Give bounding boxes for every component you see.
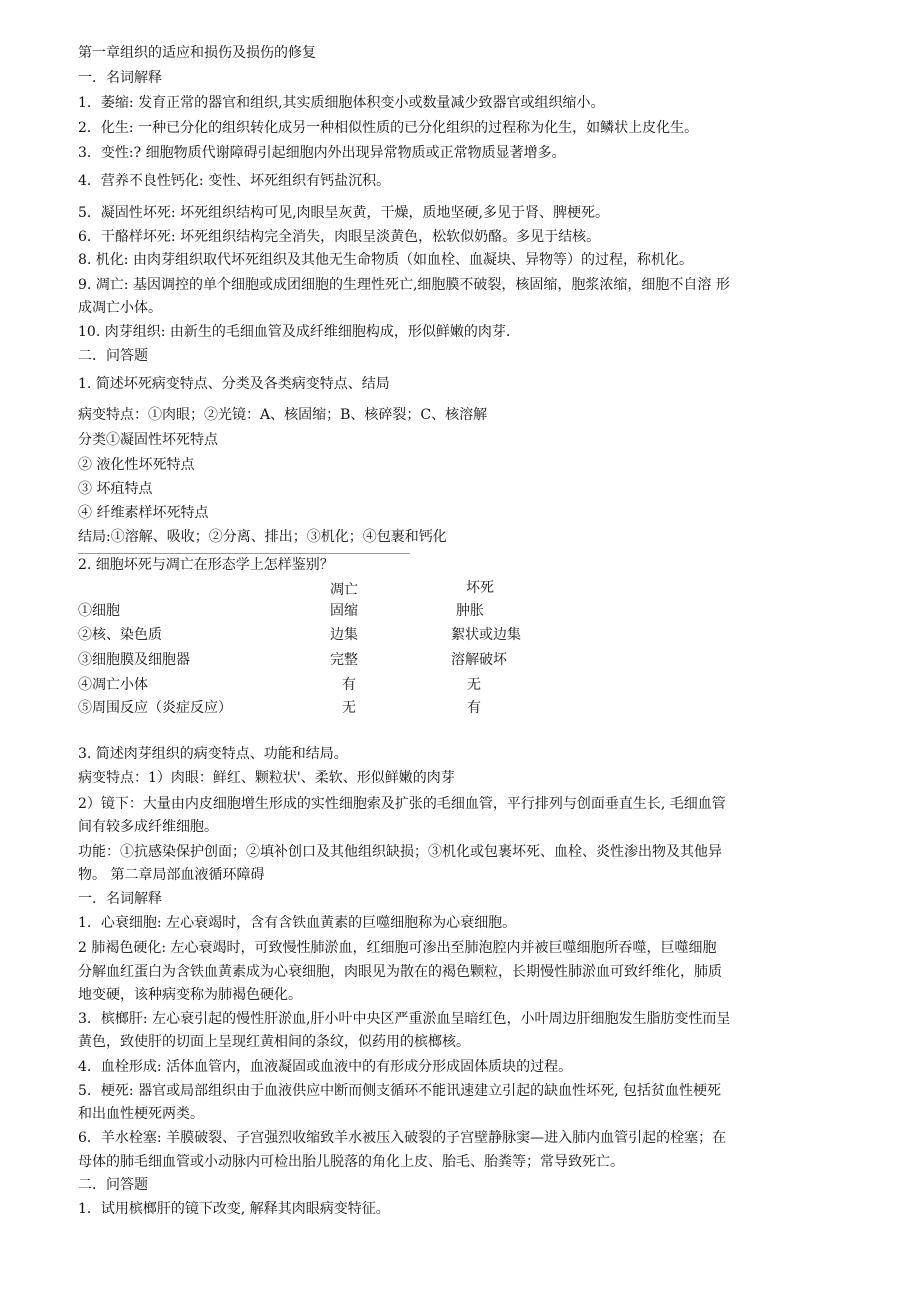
term-definition: 1．萎缩: 发育正常的器官和组织,其实质细胞体积变小或数量减少致器官或组织缩小。 [78, 95, 605, 111]
answer-line: 功能：①抗感染保护创面；②填补创口及其他组织缺损；③机化或包裹坏死、血栓、炎性渗出物及其他异 [78, 844, 722, 860]
table-row-label: ③细胞膜及细胞器 [78, 652, 190, 668]
horizontal-rule [78, 553, 410, 554]
chapter-title: 物。 第二章局部血液循环障碍 [78, 867, 265, 883]
section-heading: 二．问答题 [78, 348, 148, 364]
answer-line: ④ 纤维素样坏死特点 [78, 505, 209, 521]
term-definition: 3．槟榔肝: 左心衰引起的慢性肝淤血,肝小叶中央区严重淤血呈暗红色，小叶周边肝细胞发生脂肪变性而呈 [78, 1011, 731, 1027]
answer-line: ③ 坏疽特点 [78, 481, 153, 497]
column-header-necrosis: 坏死 [466, 580, 494, 596]
answer-line: 结局:①溶解、吸收；②分离、排出；③机化；④包裹和钙化 [78, 529, 447, 545]
term-definition-continued: 黄色，致使肝的切面上呈现红黄相间的条纹，似药用的槟榔核。 [78, 1034, 470, 1050]
term-definition: 1．心衰细胞: 左心衰竭时，含有含铁血黄素的巨噬细胞称为心衰细胞。 [78, 915, 517, 931]
answer-line: ② 液化性坏死特点 [78, 457, 195, 473]
question-text: 1. 简述坏死病变特点、分类及各类病变特点、结局 [78, 376, 390, 392]
term-definition: 6．羊水栓塞: 羊膜破裂、子宫强烈收缩致羊水被压入破裂的子宫壁静脉窦—进入肺内血管引起的栓塞；在 [78, 1130, 727, 1146]
answer-line: 分类①凝固性坏死特点 [78, 432, 218, 448]
term-definition-continued: 分解血红蛋白为含铁血黄素成为心衰细胞，肉眼见为散在的褐色颗粒，长期慢性肺淤血可致纤维化，肺质 [78, 964, 722, 980]
table-cell: 无 [467, 677, 481, 693]
term-definition: 4．血栓形成: 活体血管内，血液凝固或血液中的有形成分形成固体质块的过程。 [78, 1059, 573, 1075]
chapter-title: 第一章组织的适应和损伤及损伤的修复 [78, 45, 316, 61]
answer-line: 间有较多成纤维细胞。 [78, 819, 218, 835]
answer-line: 2）镜下：大量由内皮细胞增生形成的实性细胞索及扩张的毛细血管，平行排列与创面垂直生长, 毛细血管 [78, 796, 726, 812]
term-definition: 6．干酪样坏死: 坏死组织结构完全消失，肉眼呈淡黄色，松软似奶酪。多见于结核。 [78, 229, 601, 245]
term-definition-continued: 和出血性梗死两类。 [78, 1106, 204, 1122]
section-heading: 一．名词解释 [78, 891, 162, 907]
term-definition: 3．变性:? 细胞物质代谢障碍引起细胞内外出现异常物质或正常物质显著增多。 [78, 145, 566, 161]
table-cell: 絮状或边集 [451, 627, 521, 643]
column-header-apoptosis: 凋亡 [330, 582, 358, 598]
term-definition: 2．化生: 一种已分化的组织转化成另一种相似性质的已分化组织的过程称为化生，如鳞状上皮化生。 [78, 120, 699, 136]
section-heading: 一．名词解释 [78, 70, 162, 86]
answer-line: 病变特点：1）肉眼：鲜红、颗粒状'、柔软、形似鲜嫩的肉芽 [78, 770, 455, 786]
term-definition: 4．营养不良性钙化: 变性、坏死组织有钙盐沉积。 [78, 173, 391, 189]
table-cell: 无 [342, 700, 356, 716]
term-definition: 5．凝固性坏死: 坏死组织结构可见,肉眼呈灰黄，干燥，质地坚硬,多见于肾、脾梗死。 [78, 205, 609, 221]
table-cell: 固缩 [330, 603, 358, 619]
table-row-label: ②核、染色质 [78, 627, 162, 643]
table-cell: 边集 [330, 627, 358, 643]
term-definition: 2 肺褐色硬化: 左心衰竭时，可致慢性肺淤血，红细胞可渗出至肺泡腔内并被巨噬细胞所吞噬，巨噬细胞 [78, 940, 717, 956]
table-cell: 有 [467, 700, 481, 716]
question-text: 2. 细胞坏死与凋亡在形态学上怎样鉴别？ [78, 557, 334, 573]
table-cell: 完整 [330, 652, 358, 668]
question-text: 1．试用槟榔肝的镜下改变, 解释其肉眼病变特征。 [78, 1201, 390, 1217]
table-row-label: ⑤周围反应（炎症反应） [78, 700, 232, 716]
term-definition-continued: 母体的肺毛细血管或小动脉内可检出胎儿脱落的角化上皮、胎毛、胎粪等；常导致死亡。 [78, 1154, 624, 1170]
table-cell: 肿胀 [456, 603, 484, 619]
term-definition-continued: 成凋亡小体。 [78, 300, 162, 316]
section-heading: 二．问答题 [78, 1177, 148, 1193]
answer-line: 病变特点：①肉眼；②光镜：A、核固缩；B、核碎裂；C、核溶解 [78, 407, 488, 423]
term-definition: 5．梗死: 器官或局部组织由于血液供应中断而侧支循环不能讯速建立引起的缺血性坏死, 包括贫血性梗死 [78, 1083, 721, 1099]
table-row-label: ④凋亡小体 [78, 677, 148, 693]
term-definition: 8. 机化: 由肉芽组织取代坏死组织及其他无生命物质（如血栓、血凝块、异物等）的过程，称机化。 [78, 252, 693, 268]
table-cell: 溶解破坏 [451, 652, 507, 668]
term-definition: 10. 肉芽组织: 由新生的毛细血管及成纤维细胞构成，形似鲜嫩的肉芽. [78, 324, 511, 340]
term-definition-continued: 地变硬，该种病变称为肺褐色硬化。 [78, 987, 302, 1003]
table-row-label: ①细胞 [78, 603, 120, 619]
question-text: 3. 简述肉芽组织的病变特点、功能和结局。 [78, 746, 348, 762]
term-definition: 9. 凋亡: 基因调控的单个细胞或成团细胞的生理性死亡,细胞膜不破裂，核固缩，胞浆浓缩，细胞不自溶 形 [78, 277, 730, 293]
table-cell: 有 [342, 677, 356, 693]
